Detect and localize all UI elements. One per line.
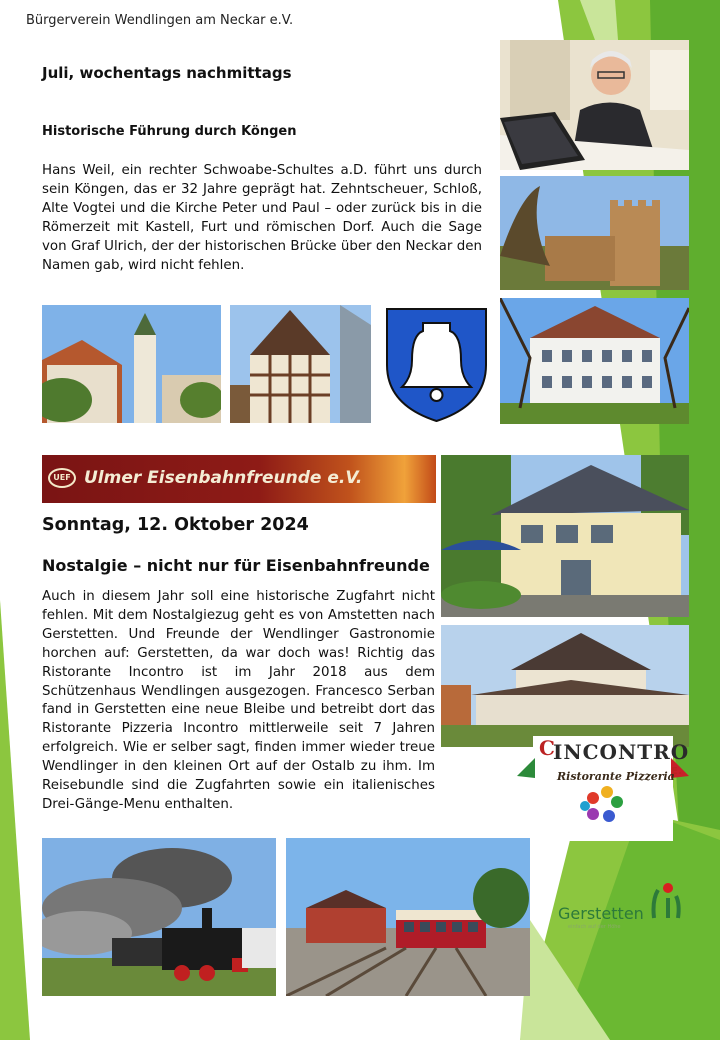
incontro-title: INCONTRO — [553, 740, 690, 764]
photo-railcar-station — [286, 838, 530, 996]
incontro-letter-e: E. — [671, 766, 682, 777]
incontro-subtitle: Ristorante Pizzeria — [557, 770, 675, 783]
incontro-letter-c: C — [539, 736, 555, 760]
photo-village-church — [42, 305, 221, 423]
event1-title: Historische Führung durch Köngen — [42, 124, 297, 139]
event2-date: Sonntag, 12. Oktober 2024 — [42, 515, 309, 535]
event1-description: Hans Weil, ein rechter Schwoabe-Schultes a.D. führt uns durch sein Köngen, das er 32 Jahre geprägt hat. Zehntscheuer, Schloß, Alte Vogtei und die Kirche Peter und Paul – oder zurück bis in die Römerzeit mit Kastell, Furt und römischen Dorf. Auch die Sage von Graf Ulrich, der der historischen Brücke über den Neckar den Namen gab, wird nicht fehlen. — [42, 163, 482, 273]
ulmer-eisenbahnfreunde-banner — [42, 455, 436, 503]
event2-title: Nostalgie – nicht nur für Eisenbahnfreunde — [42, 556, 430, 575]
gerstetten-logo — [558, 880, 688, 930]
photo-castle-building — [500, 298, 689, 424]
uef-logo: UEF — [48, 468, 76, 488]
green-decoration-left — [0, 600, 40, 1040]
gerstetten-name: Gerstetten — [558, 904, 644, 923]
organization-header: Bürgerverein Wendlingen am Neckar e.V. — [26, 13, 294, 28]
photo-steam-train — [42, 838, 276, 996]
photo-half-timbered-house — [230, 305, 371, 423]
event1-date: Juli, wochentags nachmittags — [42, 64, 292, 82]
incontro-logo — [513, 728, 693, 846]
photo-tower-castle — [500, 176, 689, 290]
photo-portrait-man-laptop — [500, 40, 689, 170]
photo-restaurant-building — [441, 455, 689, 617]
photo-coat-of-arms-bell — [381, 305, 492, 423]
banner-title: Ulmer Eisenbahnfreunde e.V. — [84, 468, 363, 488]
gerstetten-tagline: einfach auf der Höhe — [568, 924, 621, 930]
event2-description: Auch in diesem Jahr soll eine historische Zugfahrt nicht fehlen. Mit dem Nostalgiezug geht es von Amstetten nach Gerstetten. Und Freunde der Wendlinger Gastronomie horchen auf: Gerstetten, da war doch was! Richtig das Ristorante Incontro ist im Jahr 2018 aus dem Schützenhaus Wendlingen ausgezogen. Francesco Serban fand in Gerstetten eine neue Bleibe und betreibt dort das Ristorante Pizzeria Incontro mittlerweile seit 7 Jahren erfolgreich. Wie er selber sagt, finden immer wieder treue Wendlinger in den kleinen Ort auf der Ostalb zu ihm. Im Reisebundle sind die Zugfahrten sowie ein italienisches Drei-Gänge-Menu enthalten. — [42, 589, 435, 812]
